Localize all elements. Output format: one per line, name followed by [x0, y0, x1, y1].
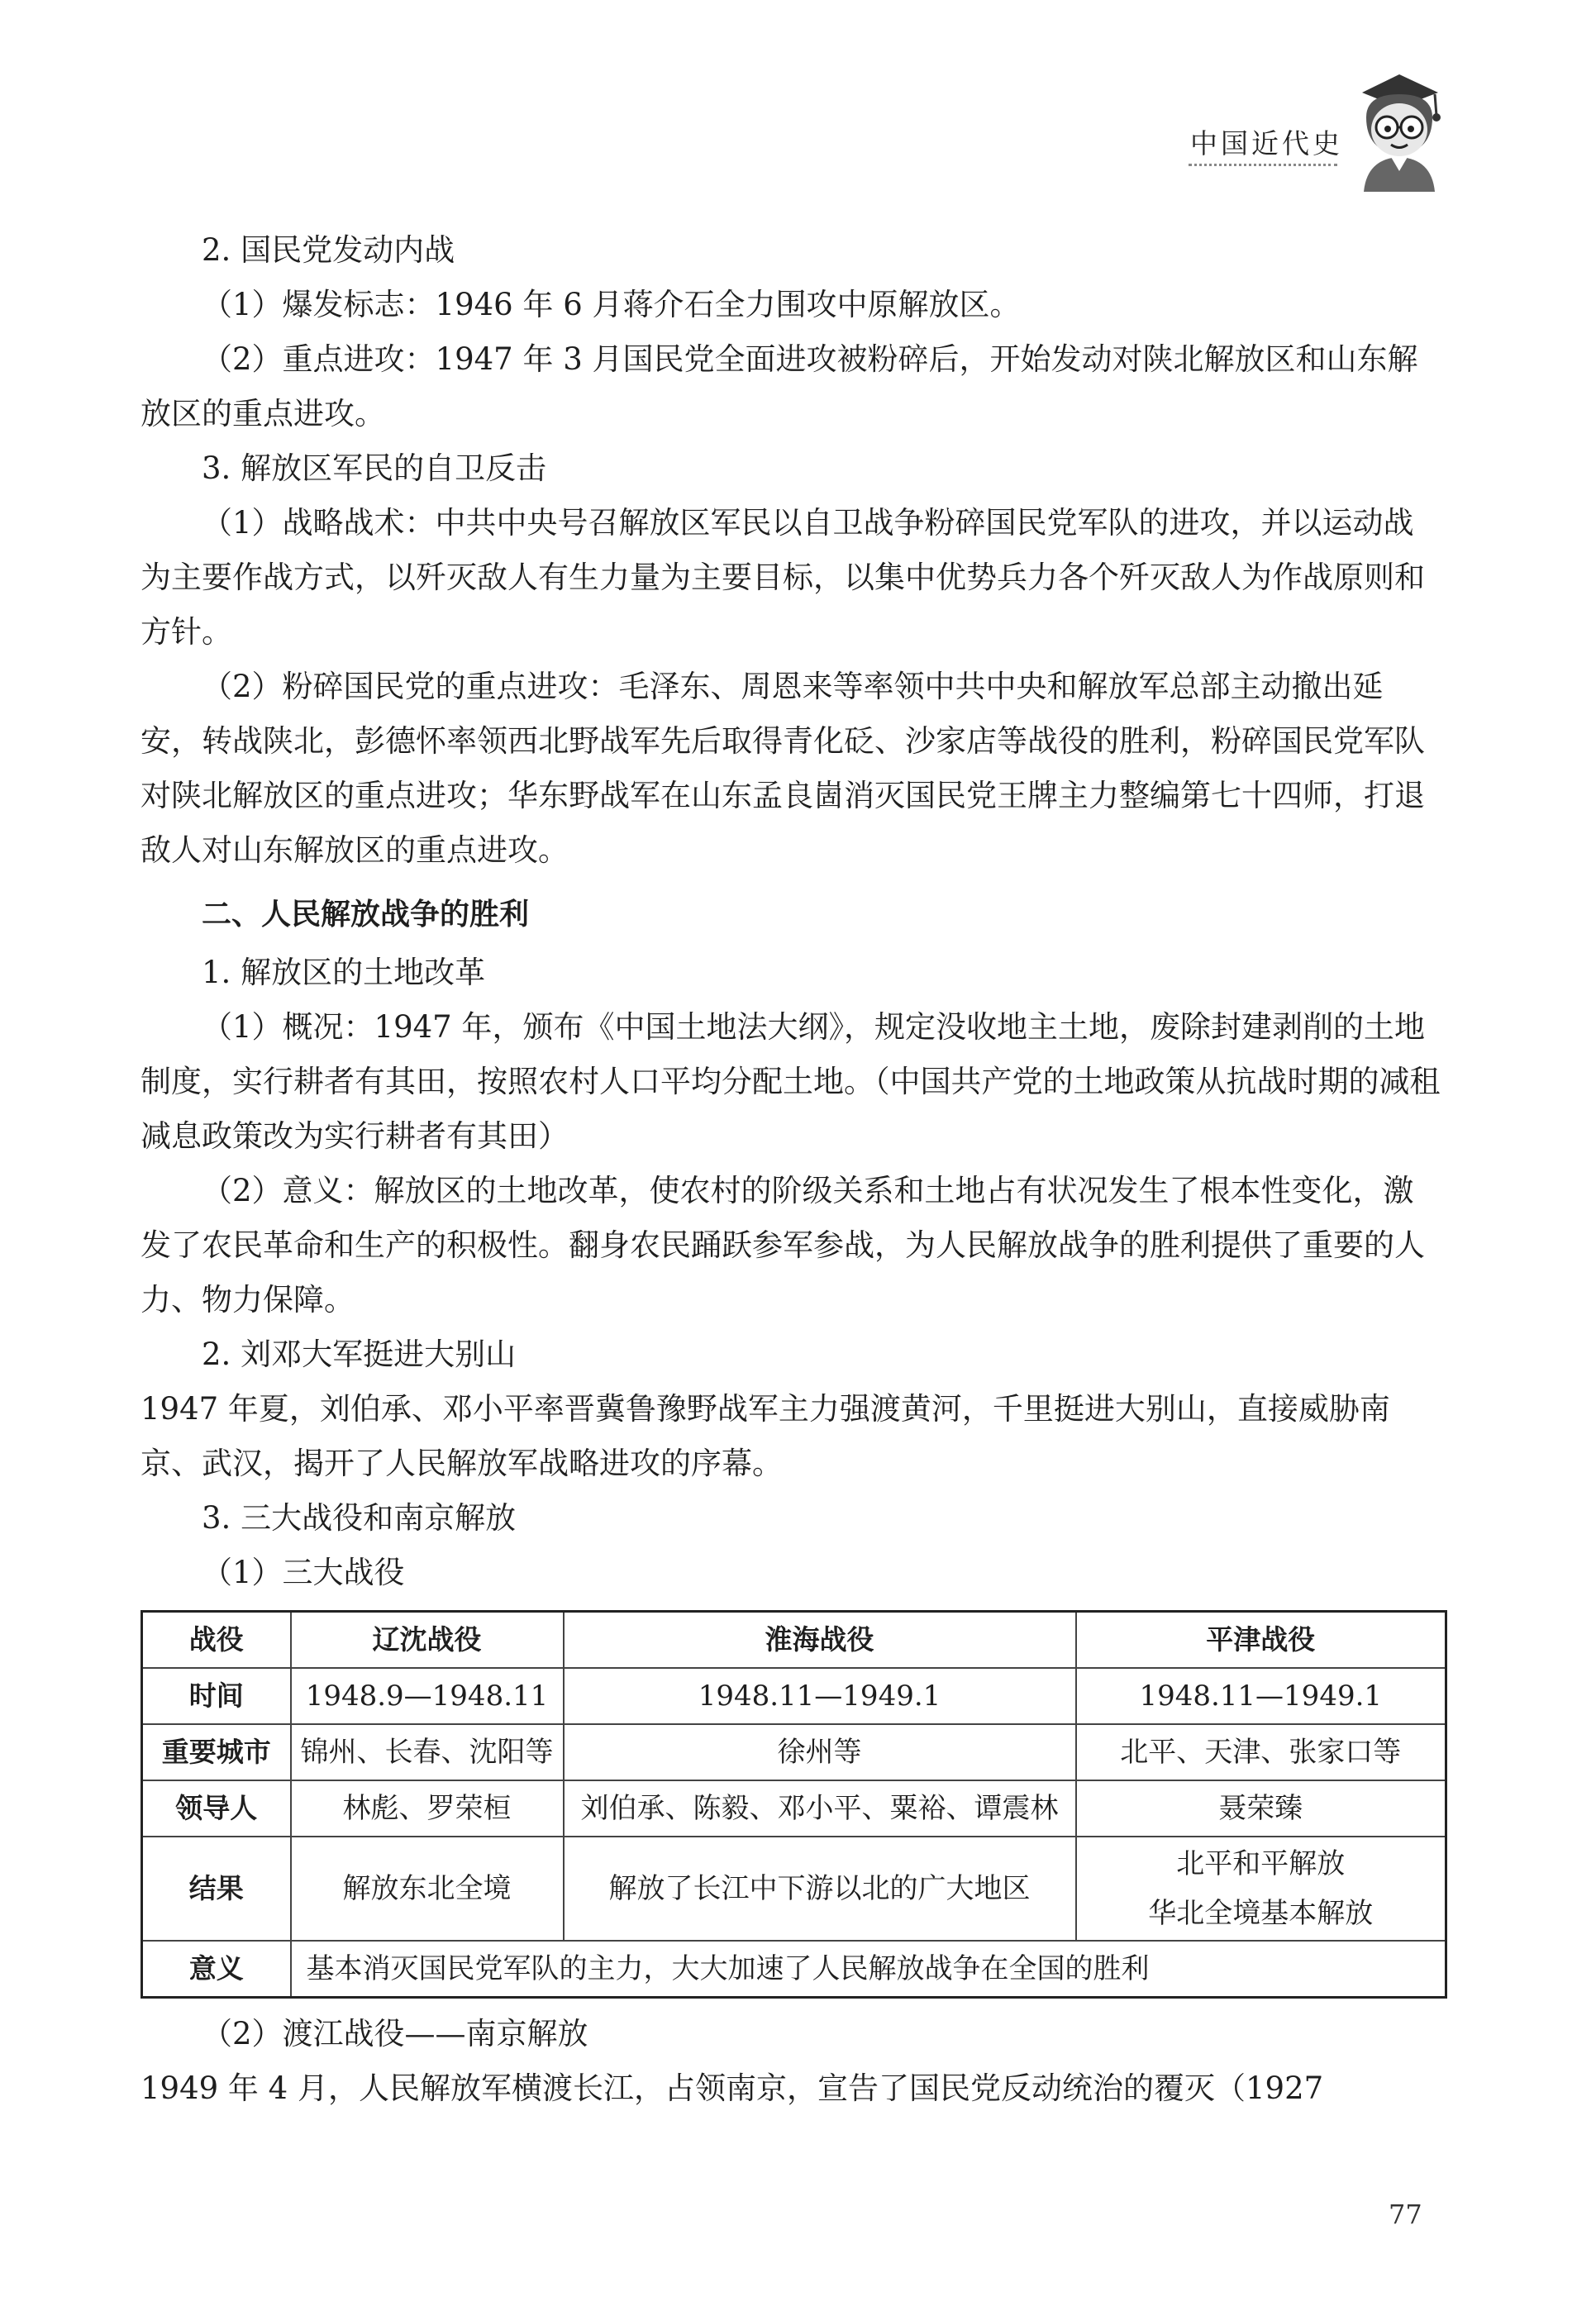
table-header-cell: 战役: [142, 1612, 291, 1669]
subheading: （1）三大战役: [202, 1555, 405, 1590]
table-cell: 刘伯承、陈毅、邓小平、粟裕、谭震林: [564, 1780, 1076, 1837]
table-cell: 1948.11—1949.1: [564, 1668, 1076, 1724]
paragraph: （1）战略战术：中共中央号召解放区军民以自卫战争粉碎国民党军队的进攻，并以运动战为主要作战方式，以歼灭敌人有生力量为主要目标，以集中优势兵力各个歼灭敌人为作战原则和方针。: [141, 505, 1425, 650]
result-line: 北平和平解放: [1176, 1847, 1346, 1880]
paragraph: （1）概况：1947 年，颁布《中国土地法大纲》，规定没收地主土地，废除封建剥削的土地制度，实行耕者有其田，按照农村人口平均分配土地。（中国共产党的土地政策从抗战时期的减租减息政策改为实行耕者有其田）: [141, 1009, 1441, 1154]
row-label: 重要城市: [142, 1724, 291, 1780]
table-cell: 解放东北全境: [291, 1837, 564, 1941]
table-header-cell: 辽沈战役: [291, 1612, 564, 1669]
header-divider: [1189, 164, 1337, 166]
table-cell: 聂荣臻: [1076, 1780, 1446, 1837]
table-header-row: [142, 1612, 1446, 1669]
table-cell: 1948.9—1948.11: [291, 1668, 564, 1724]
subsection-title: 1. 解放区的土地改革: [202, 955, 486, 990]
table-cell: 锦州、长春、沈阳等: [291, 1724, 564, 1780]
table-cell: [1076, 1837, 1446, 1941]
subsection-title: 2. 刘邓大军挺进大别山: [202, 1337, 517, 1372]
three-battles-table: [141, 1610, 1447, 1999]
student-mascot-icon: [1346, 60, 1453, 192]
table-cell: 1948.11—1949.1: [1076, 1668, 1446, 1724]
table-cell: 解放了长江中下游以北的广大地区: [564, 1837, 1076, 1941]
row-label: 领导人: [142, 1780, 291, 1837]
part-2-heading: 二、人民解放战争的胜利: [202, 898, 530, 932]
paragraph: （2）粉碎国民党的重点进攻：毛泽东、周恩来等率领中共中央和解放军总部主动撤出延安，转战陕北，彭德怀率领西北野战军先后取得青化砭、沙家店等战役的胜利，粉碎国民党军队对陕北解放区的重点进攻；华东野战军在山东孟良崮消灭国民党王牌主力整编第七十四师，打退敌人对山东解放区的重点进攻。: [141, 669, 1425, 868]
header-title: 中国近代史: [1190, 127, 1343, 160]
table-row-cities: [142, 1724, 1446, 1780]
table-row-result: [142, 1837, 1446, 1941]
table-header-cell: 淮海战役: [564, 1612, 1076, 1669]
table-cell: 基本消灭国民党军队的主力，大大加速了人民解放战争在全国的胜利: [291, 1941, 1446, 1998]
paragraph: （2）意义：解放区的土地改革，使农村的阶级关系和土地占有状况发生了根本性变化，激发了农民革命和生产的积极性。翻身农民踊跃参军参战，为人民解放战争的胜利提供了重要的人力、物力保障。: [141, 1173, 1425, 1318]
section-2-title: 2. 国民党发动内战: [202, 232, 455, 268]
table-cell: 北平、天津、张家口等: [1076, 1724, 1446, 1780]
table-cell: 林彪、罗荣桓: [291, 1780, 564, 1837]
table-row-leaders: [142, 1780, 1446, 1837]
row-label: 结果: [142, 1837, 291, 1941]
row-label: 时间: [142, 1668, 291, 1724]
result-line: 华北全境基本解放: [1148, 1897, 1374, 1930]
page-number: 77: [1389, 2199, 1422, 2230]
row-label: 意义: [142, 1941, 291, 1998]
paragraph: 1947 年夏，刘伯承、邓小平率晋冀鲁豫野战军主力强渡黄河，千里挺进大别山，直接威胁南京、武汉，揭开了人民解放军战略进攻的序幕。: [141, 1391, 1390, 1481]
battles-table-wrapper: [141, 1610, 1442, 1999]
table-row-meaning: [142, 1941, 1446, 1998]
table-cell: 徐州等: [564, 1724, 1076, 1780]
page-content: [141, 223, 1442, 2116]
table-header-cell: 平津战役: [1076, 1612, 1446, 1669]
table-row-time: [142, 1668, 1446, 1724]
paragraph: 1949 年 4 月，人民解放军横渡长江，占领南京，宣告了国民党反动统治的覆灭（1927: [141, 2070, 1324, 2106]
subsection-title: 3. 三大战役和南京解放: [202, 1500, 517, 1536]
subheading: （2）渡江战役——南京解放: [202, 2016, 588, 2051]
paragraph: （2）重点进攻：1947 年 3 月国民党全面进攻被粉碎后，开始发动对陕北解放区和山东解放区的重点进攻。: [141, 341, 1418, 431]
section-3-title: 3. 解放区军民的自卫反击: [202, 450, 547, 486]
paragraph: （1）爆发标志：1946 年 6 月蒋介石全力围攻中原解放区。: [202, 287, 1021, 322]
